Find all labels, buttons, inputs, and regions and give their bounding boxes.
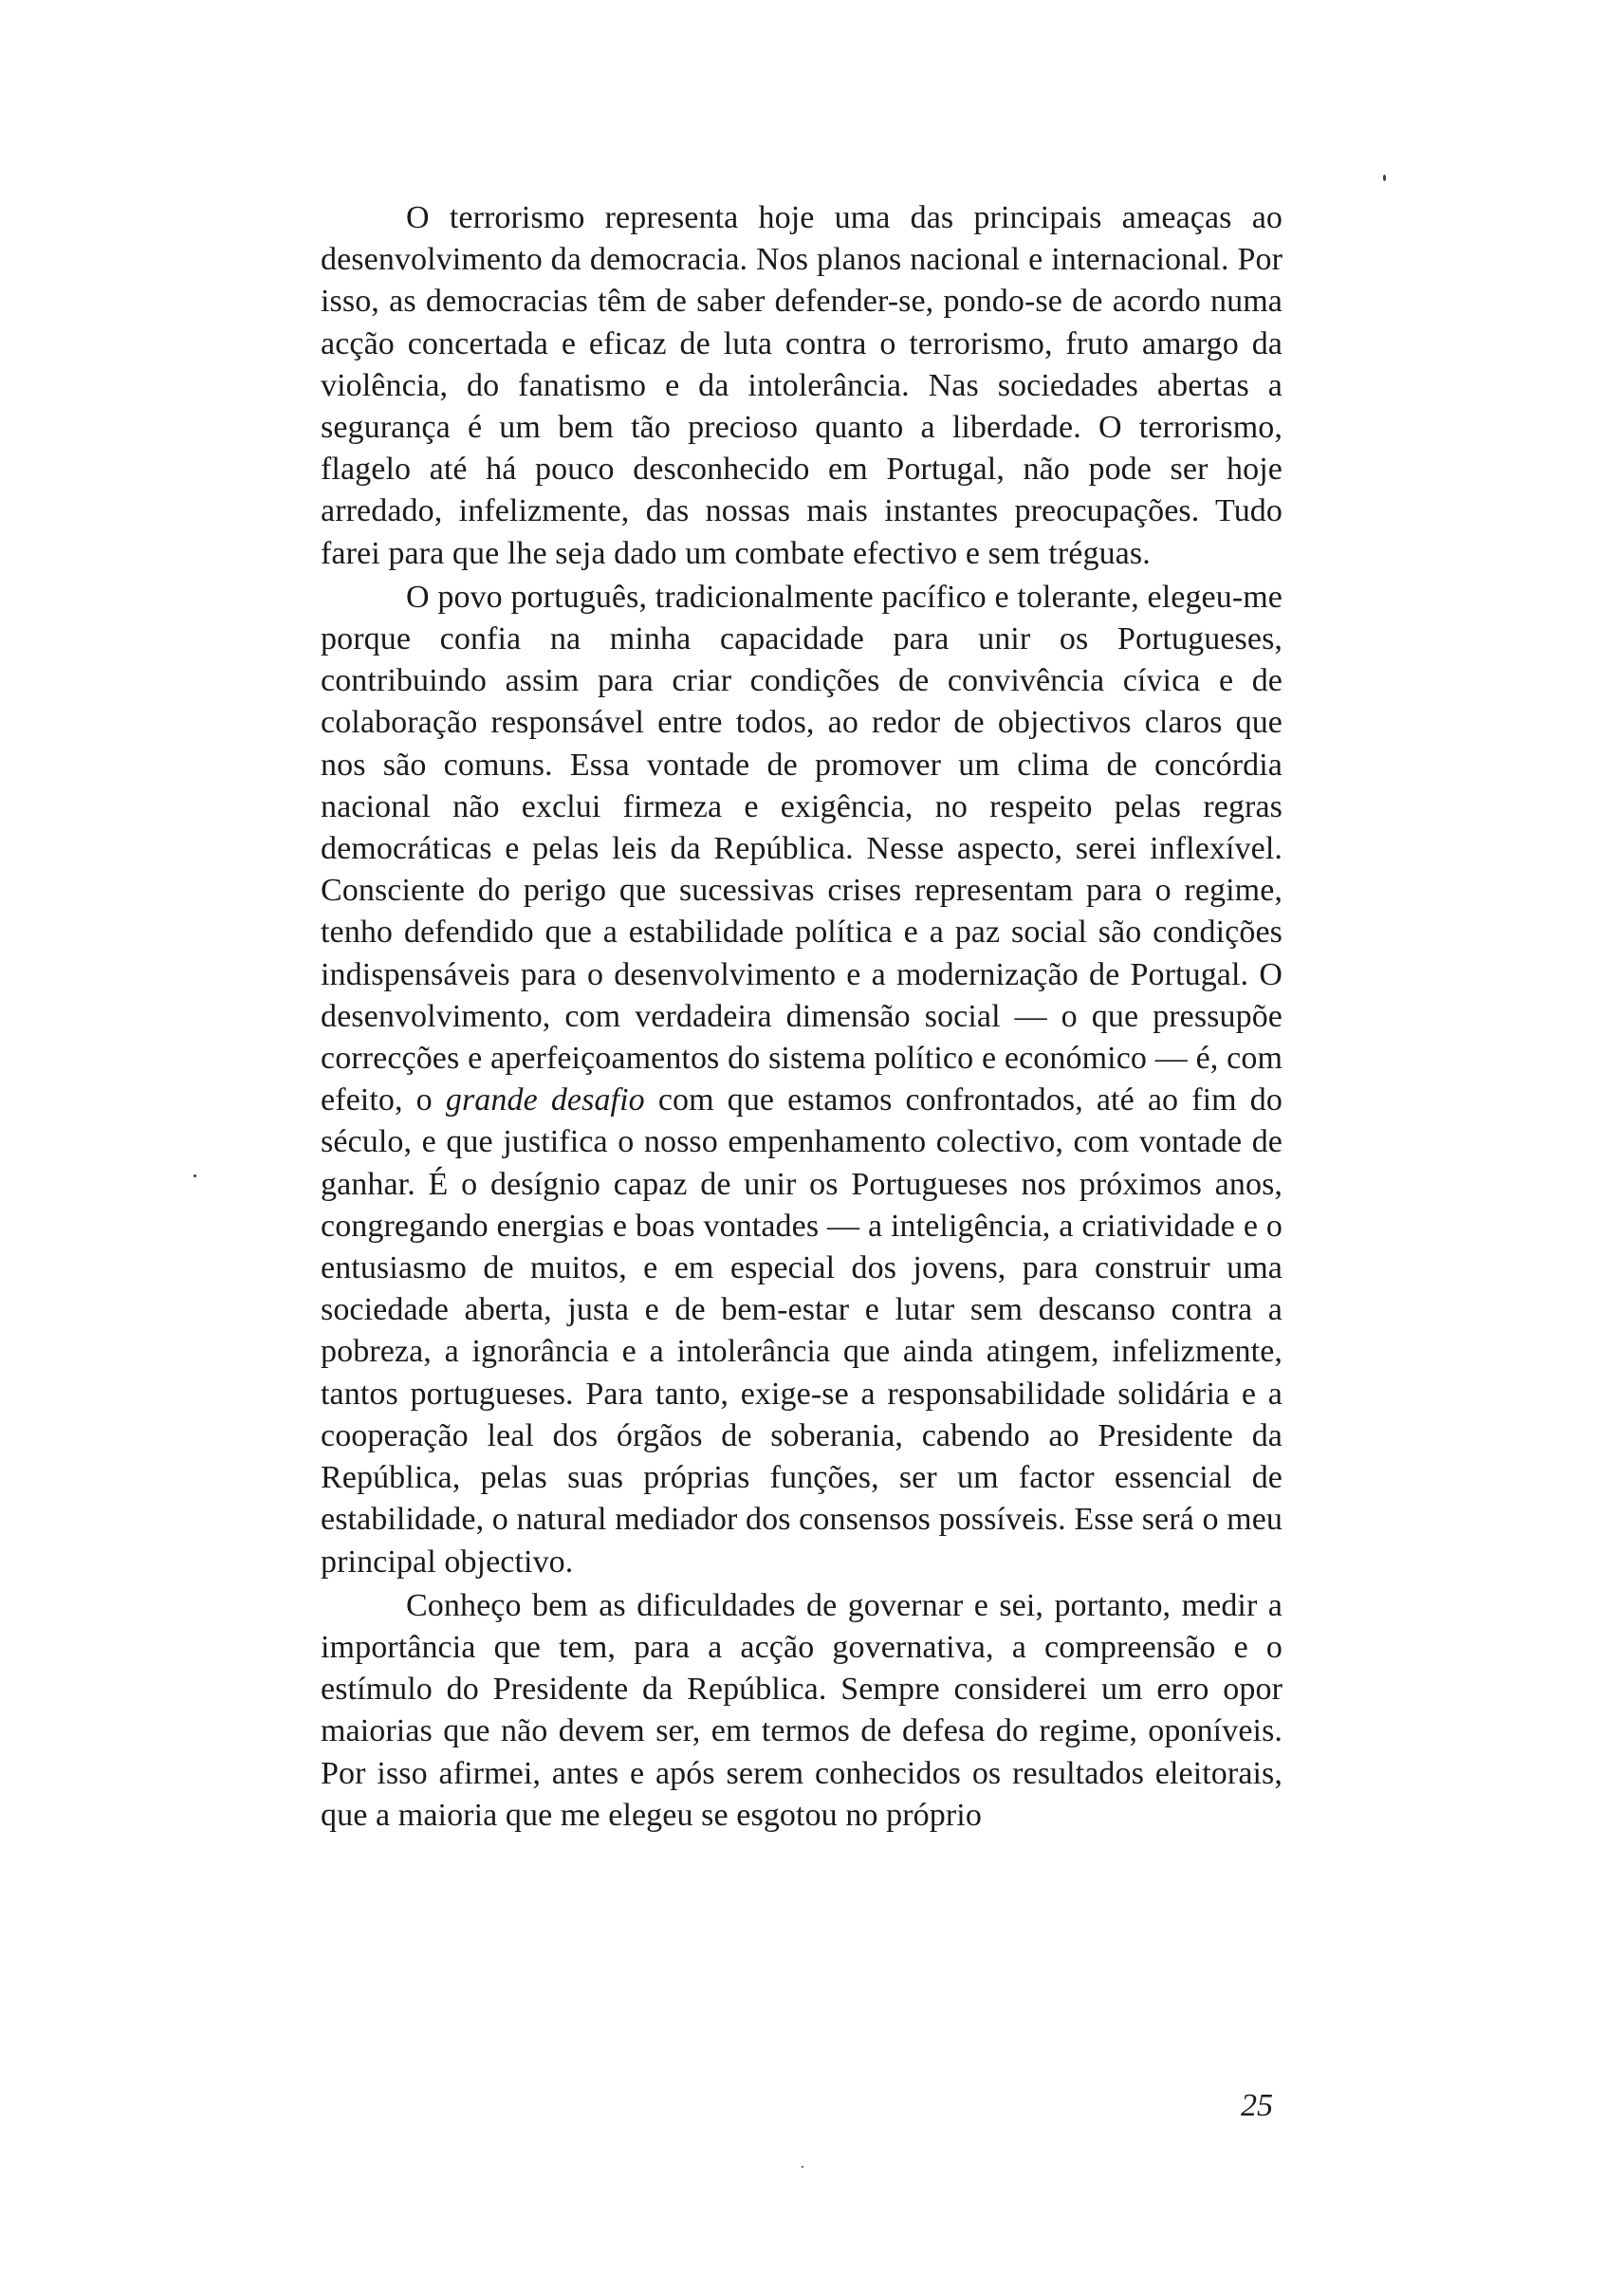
paragraph-text: O terrorismo representa hoje uma das principais ameaças ao desenvolvimento da democracia. Nos planos nacional e internacional. Por isso, as democracias têm de saber defender-se, pondo-se de acordo numa acção concertada e eficaz de luta contra o terrorismo, fruto amargo da violência, do fanatismo e da intolerância. Nas sociedades abertas a segurança é um bem tão precioso quanto a liberdade. O terrorismo, flagelo até há pouco desconhecido em Portugal, não pode ser hoje arredado, infelizmente, das nossas mais instantes preocupações. Tudo farei para que lhe seja dado um combate efectivo e sem tréguas. bbox=[321, 200, 1283, 571]
scan-speck bbox=[802, 2166, 803, 2168]
page-number: 25 bbox=[1241, 2088, 1273, 2123]
scan-speck bbox=[194, 1174, 196, 1177]
emphasis-text: grande desafio bbox=[445, 1082, 645, 1118]
paragraph-portuguese-people bbox=[321, 577, 1283, 1583]
scan-speck bbox=[1383, 175, 1386, 181]
paragraph-governing bbox=[321, 1585, 1283, 1837]
paragraph-text: O povo português, tradicionalmente pacífico e tolerante, elegeu-me porque confia na minha capacidade para unir os Portugueses, contribuindo assim para criar condições de convivência cívica e de colaboração responsável entre todos, ao redor de objectivos claros que nos são comuns. Essa vontade de promover um clima de concórdia nacional não exclui firmeza e exigência, no respeito pelas regras democráticas e pelas leis da República. Nesse aspecto, serei inflexível. Consciente do perigo que sucessivas crises representam para o regime, tenho defendido que a estabilidade política e a paz social são condições indispensáveis para o desenvolvimento e a modernização de Portugal. O desenvolvimento, com verdadeira dimensão social — o que pressupõe correcções e aperfeiçoamentos do sistema político e económico — é, com efeito, o bbox=[321, 579, 1283, 1118]
paragraph-text: com que estamos confrontados, até ao fim do século, e que justifica o nosso empenhamento colectivo, com vontade de ganhar. É o desígnio capaz de unir os Portugueses nos próximos anos, congregando energias e boas vontades — a inteligência, a criatividade e o entusiasmo de muitos, e em especial dos jovens, para construir uma sociedade aberta, justa e de bem-estar e lutar sem descanso contra a pobreza, a ignorância e a intolerância que ainda atingem, infelizmente, tantos portugueses. Para tanto, exige-se a responsabilidade solidária e a cooperação leal dos órgãos de soberania, cabendo ao Presidente da República, pelas suas próprias funções, ser um factor essencial de estabilidade, o natural mediador dos consensos possíveis. Esse será o meu principal objectivo. bbox=[321, 1082, 1283, 1580]
paragraph-terrorism bbox=[321, 197, 1283, 575]
body-text bbox=[321, 197, 1283, 1837]
paragraph-text: Conheço bem as dificuldades de governar e sei, portanto, medir a importância que tem, para a acção governativa, a compreensão e o estímulo do Presidente da República. Sempre considerei um erro opor maiorias que não devem ser, em termos de defesa do regime, oponíveis. Por isso afirmei, antes e após serem conhecidos os resultados eleitorais, que a maioria que me elegeu se esgotou no próprio bbox=[321, 1587, 1283, 1833]
